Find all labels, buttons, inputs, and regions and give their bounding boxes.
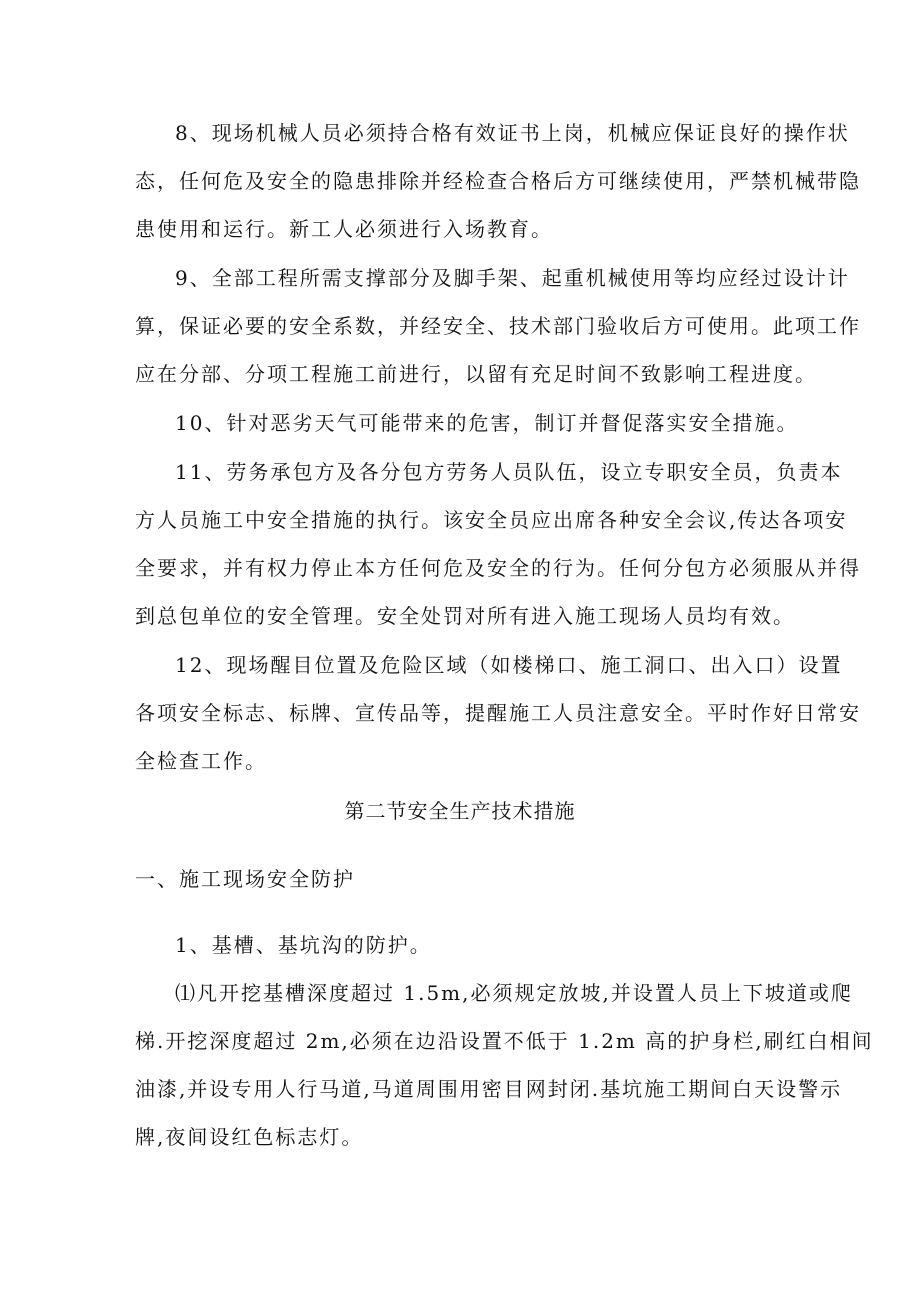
text-line: 8、现场机械人员必须持合格有效证书上岗，机械应保证良好的操作状 bbox=[175, 121, 850, 145]
text-line: 算，保证必要的安全系数，并经安全、技术部门验收后方可使用。此项工作 bbox=[135, 314, 861, 338]
text-line: 全检查工作。 bbox=[135, 749, 267, 773]
text-line: 梯.开挖深度超过 2m,必须在边沿设置不低于 1.2m 高的护身栏,刷红白相间 bbox=[135, 1029, 874, 1053]
text-line: 应在分部、分项工程施工前进行，以留有充足时间不致影响工程进度。 bbox=[135, 362, 817, 386]
text-line: 全要求，并有权力停止本方任何危及安全的行为。任何分包方必须服从并得 bbox=[135, 556, 861, 580]
text-line: 牌,夜间设红色标志灯。 bbox=[135, 1125, 364, 1149]
text-line: 各项安全标志、标牌、宣传品等，提醒施工人员注意安全。平时作好日常安 bbox=[135, 701, 861, 725]
sub-item-heading: 1、基槽、基坑沟的防护。 bbox=[175, 933, 432, 957]
text-line: 9、全部工程所需支撑部分及脚手架、起重机械使用等均应经过设计计 bbox=[175, 266, 850, 290]
text-line: 10、针对恶劣天气可能带来的危害，制订并督促落实安全措施。 bbox=[175, 411, 799, 435]
text-line: 态，任何危及安全的隐患排除并经检查合格后方可继续使用，严禁机械带隐 bbox=[135, 169, 861, 193]
text-line: 到总包单位的安全管理。安全处罚对所有进入施工现场人员均有效。 bbox=[135, 604, 795, 628]
section-title: 第二节安全生产技术措施 bbox=[344, 799, 576, 823]
text-line: 方人员施工中安全措施的执行。该安全员应出席各种安全会议,传达各项安 bbox=[135, 508, 848, 532]
text-line: 患使用和运行。新工人必须进行入场教育。 bbox=[135, 217, 553, 241]
section-heading: 一、施工现场安全防护 bbox=[135, 867, 355, 891]
text-line: 油漆,并设专用人行马道,马道周围用密目网封闭.基坑施工期间白天设警示 bbox=[135, 1077, 843, 1101]
text-line: 12、现场醒目位置及危险区域（如楼梯口、施工洞口、出入口）设置 bbox=[175, 653, 843, 677]
text-line: ⑴凡开挖基槽深度超过 1.5m,必须规定放坡,并设置人员上下坡道或爬 bbox=[175, 981, 853, 1005]
text-line: 11、劳务承包方及各分包方劳务人员队伍，设立专职安全员，负责本 bbox=[175, 460, 843, 484]
